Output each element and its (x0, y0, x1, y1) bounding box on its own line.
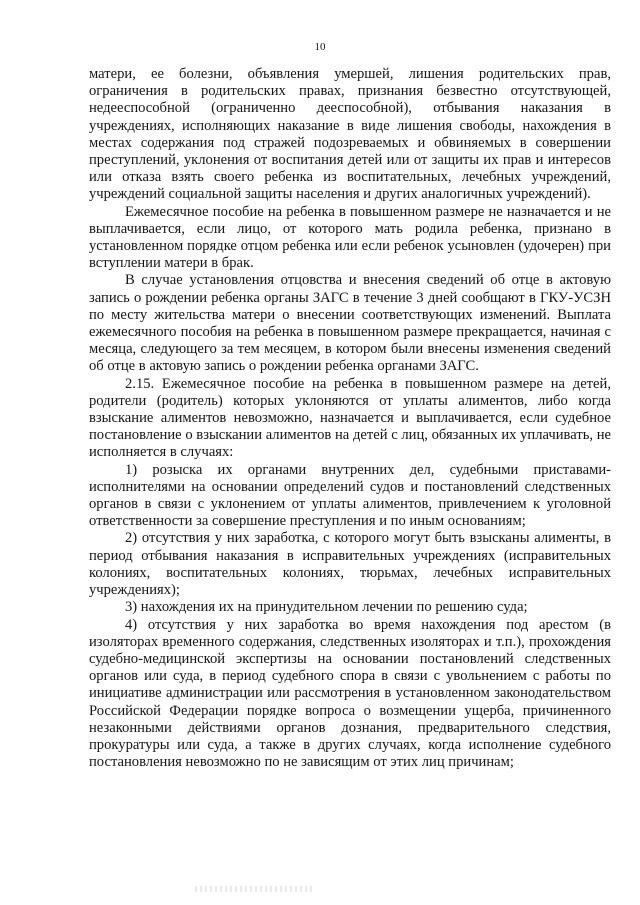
paragraph-continuation: матери, ее болезни, объявления умершей, лишения родительских прав, ограничения в родительских правах, признания безвестно отсутствующей, недееспособной (ограниченно дееспособной), отбывания наказания в учреждениях, исполняющих наказание в виде лишения свободы, нахождения в местах содержания под стражей подозреваемых и обвиняемых в совершении преступлений, уклонения от воспитания детей или от защиты их прав и интересов или отказа взять своего ребенка из воспитательных, лечебных учреждений, учреждений социальной защиты населения и других аналогичных учреждений). (89, 66, 611, 203)
paragraph-increased-benefit-exclusion: Ежемесячное пособие на ребенка в повышенном размере не назначается и не выплачивается, если лицо, от которого мать родила ребенка, признано в установленном порядке отцом ребенка или если ребенок усыновлен (удочерен) при вступлении матери в брак. (89, 203, 611, 272)
list-item-2: 2) отсутствия у них заработка, с которого могут быть взысканы алименты, в период отбывания наказания в исправительных учреждениях (исправительных колониях, воспитательных колониях, тюрьмах, лечебных исправительных учреждениях); (89, 530, 611, 599)
list-item-1: 1) розыска их органами внутренних дел, судебными приставами-исполнителями на основании определений судов и постановлений следственных органов в связи с уклонением от уплаты алиментов, привлечением к уголовной ответственности за совершение преступления и по иным основаниям; (89, 461, 611, 530)
document-body (89, 66, 611, 771)
list-item-3: 3) нахождения их на принудительном лечении по решению суда; (125, 599, 528, 616)
list-item-4: 4) отсутствия у них заработка во время нахождения под арестом (в изоляторах временного содержания, следственных изоляторах и т.п.), прохождения судебно-медицинской экспертизы на основании постановлений следственных органов или суда, в период судебного спора в связи с увольнением с работы по инициативе администрации или рассмотрения в установленном законодательством Российской Федерации порядке вопроса о возмещении ущерба, причиненного незаконными действиями органов дознания, предварительного следствия, прокуратуры или суда, а также в других случаях, когда исполнение судебного постановления невозможно по не зависящим от этих лиц причинам; (89, 616, 611, 771)
paragraph-clause-2-15: 2.15. Ежемесячное пособие на ребенка в повышенном размере на детей, родители (родитель) которых уклоняются от уплаты алиментов, либо когда взыскание алиментов невозможно, назначается и выплачивается, если судебное постановление о взыскании алиментов на детей с лиц, обязанных их уплачивать, не исполняется в случаях: (89, 375, 611, 461)
page-number: 10 (314, 41, 326, 53)
paragraph-paternity-establishment: В случае установления отцовства и внесения сведений об отце в актовую запись о рождении ребенка органы ЗАГС в течение 3 дней сообщают в ГКУ-УСЗН по месту жительства матери о внесении соответствующих изменений. Выплата ежемесячного пособия на ребенка в повышенном размере прекращается, начиная с месяца, следующего за тем месяцем, в котором были внесены изменения сведений об отце в актовую запись о рождении ребенка органами ЗАГС. (89, 272, 611, 375)
scan-artifact (195, 886, 315, 892)
